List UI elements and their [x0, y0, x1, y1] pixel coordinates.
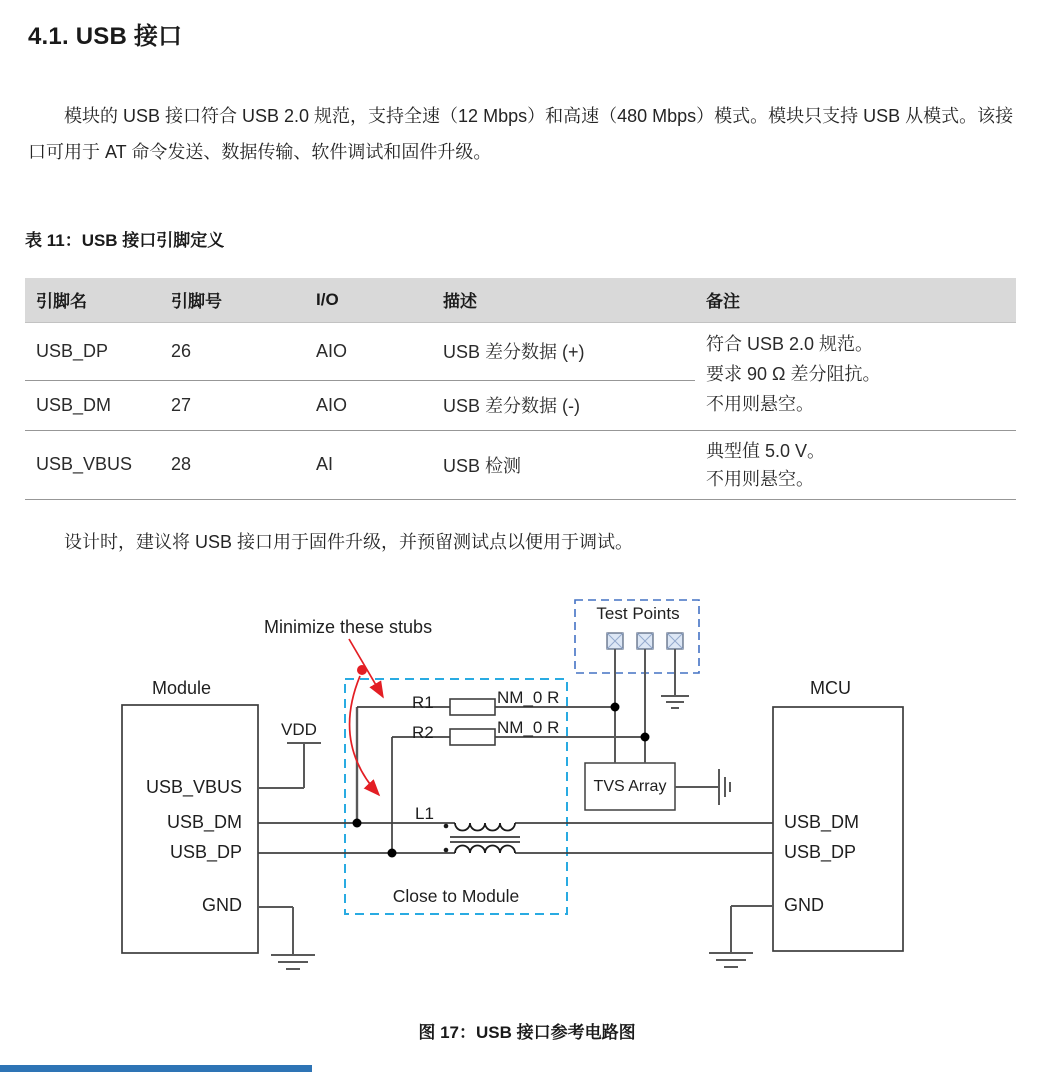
circuit-schematic [0, 598, 1054, 1000]
col-header-io: I/O [305, 278, 432, 322]
cell-pin-name: USB_VBUS [25, 430, 160, 499]
test-points-label: Test Points [596, 604, 680, 623]
col-header-desc: 描述 [432, 278, 695, 322]
cell-pin-no: 27 [160, 380, 305, 430]
remark-line: 不用则悬空。 [706, 393, 814, 414]
r1-value-label: NM_0 R [497, 688, 560, 707]
l1-label: L1 [415, 804, 434, 823]
mcu-pin-usb-dm: USB_DM [784, 812, 860, 832]
section-heading: 4.1. USB 接口 [28, 23, 183, 50]
table-row [25, 430, 1016, 499]
r1-label: R1 [412, 693, 434, 712]
module-pin-usb-dm: USB_DM [166, 812, 242, 832]
module-pin-usb-dp: USB_DP [169, 842, 242, 862]
pin-definition-table [25, 278, 1016, 500]
table-row [25, 322, 1016, 380]
module-pin-usb-vbus: USB_VBUS [145, 777, 242, 797]
cell-remark-merged [695, 322, 1016, 430]
cell-pin-name: USB_DM [25, 380, 160, 430]
cell-pin-no: 26 [160, 322, 305, 380]
table-caption: 表 11：USB 接口引脚定义 [25, 231, 225, 250]
cell-pin-name: USB_DP [25, 322, 160, 380]
usb-reference-circuit-figure [0, 598, 1054, 1000]
mcu-pin-gnd: GND [784, 895, 824, 915]
test-point-wires [615, 649, 675, 763]
test-pad-icon [607, 633, 683, 649]
cell-io: AIO [305, 380, 432, 430]
tvs-array-label: TVS Array [593, 777, 667, 795]
remark-line: 符合 USB 2.0 规范。 [706, 333, 874, 354]
vdd-label: VDD [281, 720, 317, 739]
module-label: Module [152, 678, 212, 698]
mcu-pin-usb-dp: USB_DP [784, 842, 857, 862]
remark-line: 典型值 5.0 V。 [706, 440, 826, 461]
intro-paragraph: 模块的 USB 接口符合 USB 2.0 规范，支持全速（12 Mbps）和高速（480 Mbps）模式。模块只支持 USB 从模式。该接口可用于 AT 命令发送、数据传输、软件调试和固件升级。 [28, 106, 1014, 162]
remark-line: 要求 90 Ω 差分阻抗。 [706, 363, 881, 384]
resistor-r1-icon [450, 699, 495, 715]
cell-desc: USB 差分数据 (+) [432, 322, 695, 380]
col-header-remark: 备注 [695, 278, 1016, 322]
design-note-paragraph: 设计时，建议将 USB 接口用于固件升级，并预留测试点以便用于调试。 [64, 532, 634, 552]
table-header-row [25, 278, 1016, 322]
col-header-pin-name: 引脚名 [25, 278, 160, 322]
r2-value-label: NM_0 R [497, 718, 560, 737]
cell-desc: USB 检测 [432, 430, 695, 499]
col-header-pin-no: 引脚号 [160, 278, 305, 322]
ground-icon [661, 696, 689, 708]
cell-pin-no: 28 [160, 430, 305, 499]
tvs-ground-icon [675, 769, 730, 805]
vdd-net [258, 743, 321, 788]
cell-desc: USB 差分数据 (-) [432, 380, 695, 430]
module-pin-gnd: GND [202, 895, 242, 915]
resistor-r2-icon [450, 729, 495, 745]
ground-icon [709, 906, 773, 967]
mcu-label: MCU [810, 678, 851, 698]
figure-caption: 图 17：USB 接口参考电路图 [418, 1023, 636, 1042]
cell-remark [695, 430, 1016, 499]
cell-io: AI [305, 430, 432, 499]
minimize-stubs-note: Minimize these stubs [264, 617, 433, 637]
common-mode-choke-icon [444, 823, 520, 853]
ground-icon [258, 907, 315, 969]
r2-label: R2 [412, 723, 434, 742]
close-to-module-label: Close to Module [392, 886, 520, 906]
remark-line: 不用则悬空。 [706, 468, 814, 489]
cell-io: AIO [305, 322, 432, 380]
footer-accent-bar [0, 1065, 312, 1072]
minimize-stubs-annotation [349, 639, 383, 795]
